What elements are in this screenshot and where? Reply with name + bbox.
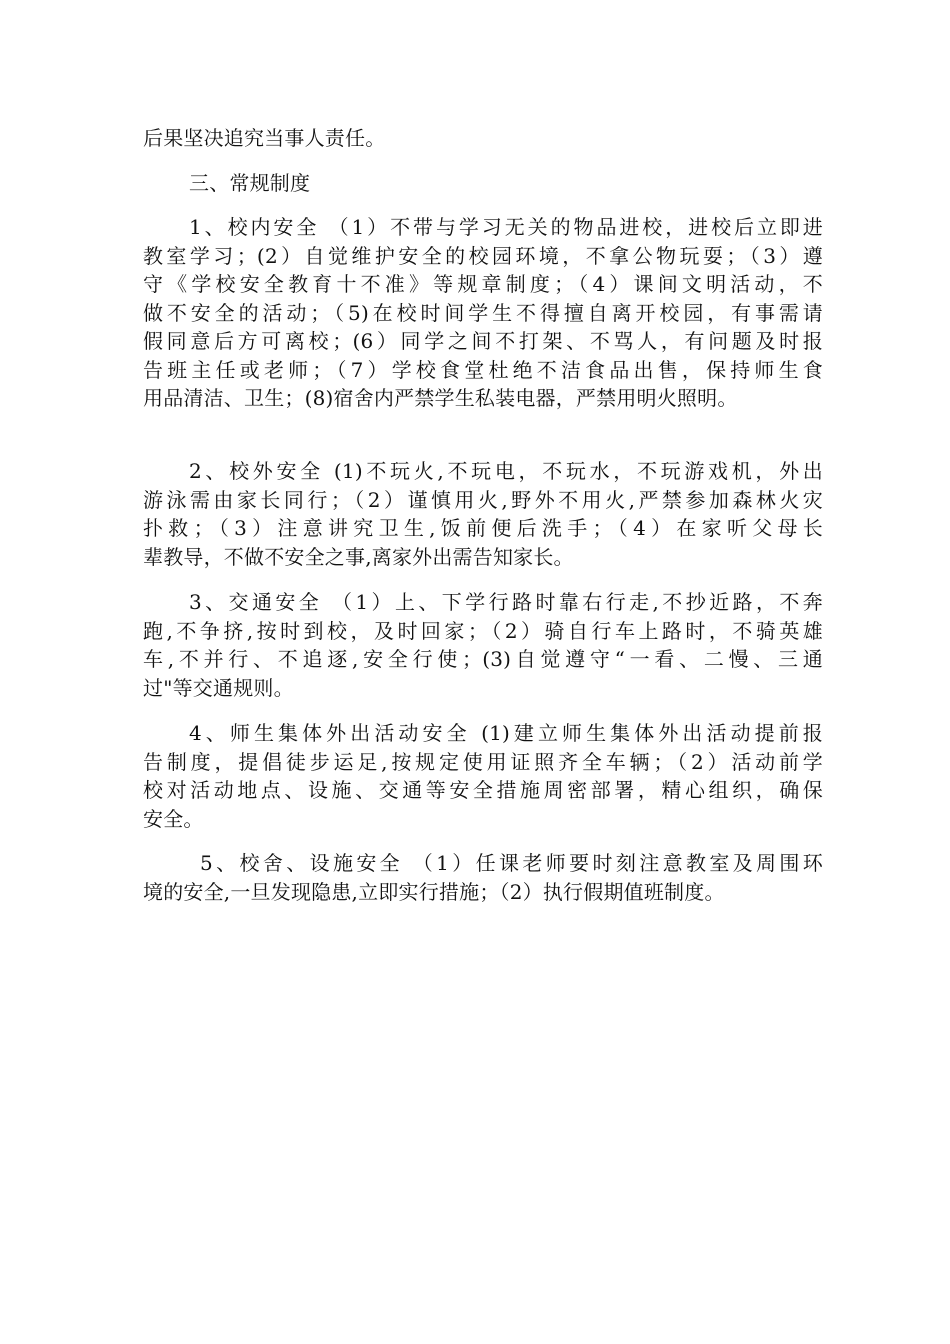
text-line: 游泳需由家长同行；（2）谨慎用火,野外不用火,严禁参加森林火灾 <box>143 488 823 512</box>
text-line: 扑救；（3）注意讲究卫生,饭前便后洗手；（4）在家听父母长 <box>143 516 823 540</box>
text-line: 告班主任或老师；（7）学校食堂杜绝不洁食品出售，保持师生食 <box>143 358 823 382</box>
text-line: 后果坚决追究当事人责任。 <box>143 126 386 150</box>
text-line: 车,不并行、不追逐,安全行使；(3)自觉遵守“一看、二慢、三通 <box>143 647 823 671</box>
text-line: 做不安全的活动；（5)在校时间学生不得擅自离开校园，有事需请 <box>143 301 823 325</box>
text-line: 辈教导，不做不安全之事,离家外出需告知家长。 <box>143 545 574 569</box>
text-line: 2、校外安全 (1)不玩火,不玩电，不玩水，不玩游戏机，外出 <box>189 459 823 483</box>
text-line: 境的安全,一旦发现隐患,立即实行措施；（2）执行假期值班制度。 <box>143 880 725 904</box>
text-line: 4、师生集体外出活动安全 (1)建立师生集体外出活动提前报 <box>189 721 823 745</box>
text-line: 守《学校安全教育十不准》等规章制度；（4）课间文明活动，不 <box>143 272 823 296</box>
text-line: 过"等交通规则。 <box>143 676 294 700</box>
text-line: 1、校内安全 （1）不带与学习无关的物品进校，进校后立即进 <box>189 215 823 239</box>
text-line: 跑,不争挤,按时到校，及时回家；（2）骑自行车上路时，不骑英雄 <box>143 619 823 643</box>
text-line: 安全。 <box>143 807 204 831</box>
text-line: 教室学习；(2）自觉维护安全的校园环境，不拿公物玩耍；（3）遵 <box>143 244 823 268</box>
text-line: 假同意后方可离校；(6）同学之间不打架、不骂人，有问题及时报 <box>143 329 823 353</box>
text-line: 5、校舍、设施安全 （1）任课老师要时刻注意教室及周围环 <box>200 851 823 875</box>
text-line: 告制度，提倡徒步运足,按规定使用证照齐全车辆；（2）活动前学 <box>143 750 823 774</box>
text-line: 用品清洁、卫生；(8)宿舍内严禁学生私装电器，严禁用明火照明。 <box>143 386 738 410</box>
text-line: 3、交通安全 （1）上、下学行路时靠右行走,不抄近路，不奔 <box>189 590 823 614</box>
text-line: 校对活动地点、设施、交通等安全措施周密部署，精心组织，确保 <box>143 778 823 802</box>
section-heading: 三、常规制度 <box>189 171 311 195</box>
